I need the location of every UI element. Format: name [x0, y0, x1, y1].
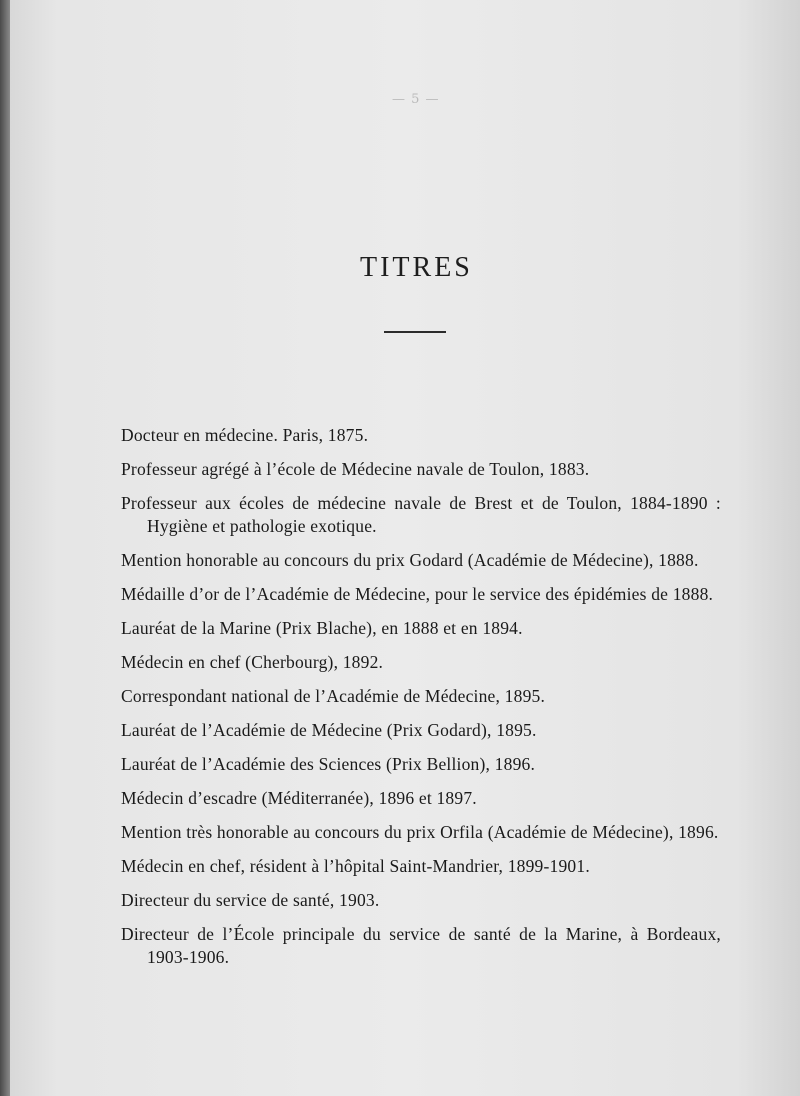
list-item: Médaille d’or de l’Académie de Médecine, pour le service des épidémies de 1888.	[121, 584, 714, 604]
list-item: Lauréat de l’Académie de Médecine (Prix Godard), 1895.	[121, 720, 537, 740]
list-item: Professeur agrégé à l’école de Médecine navale de Toulon, 1883.	[121, 459, 590, 479]
list-item: Correspondant national de l’Académie de Médecine, 1895.	[121, 686, 546, 706]
list-item: Professeur aux écoles de médecine navale de Brest et de Toulon, 1884-1890 : Hygiène et pathologie exotique.	[121, 493, 721, 536]
page-title: TITRES	[360, 252, 473, 283]
list-item: Directeur de l’École principale du service de santé de la Marine, à Bordeaux, 1903-1906.	[121, 924, 721, 967]
list-item: Médecin en chef (Cherbourg), 1892.	[121, 652, 384, 672]
title-rule	[384, 331, 446, 333]
page-edge-shadow	[0, 0, 10, 1096]
list-item: Mention honorable au concours du prix Godard (Académie de Médecine), 1888.	[121, 550, 699, 570]
list-item: Docteur en médecine. Paris, 1875.	[121, 425, 369, 445]
page-number: — 5 —	[392, 92, 440, 107]
document-page	[10, 0, 800, 1096]
list-item: Mention très honorable au concours du prix Orfila (Académie de Médecine), 1896.	[121, 822, 719, 842]
list-item: Lauréat de l’Académie des Sciences (Prix Bellion), 1896.	[121, 754, 536, 774]
list-item: Médecin d’escadre (Méditerranée), 1896 et 1897.	[121, 788, 477, 808]
list-item: Médecin en chef, résident à l’hôpital Saint-Mandrier, 1899-1901.	[121, 856, 590, 876]
list-item: Directeur du service de santé, 1903.	[121, 890, 380, 910]
list-item: Lauréat de la Marine (Prix Blache), en 1888 et en 1894.	[121, 618, 523, 638]
titles-list	[121, 424, 721, 980]
